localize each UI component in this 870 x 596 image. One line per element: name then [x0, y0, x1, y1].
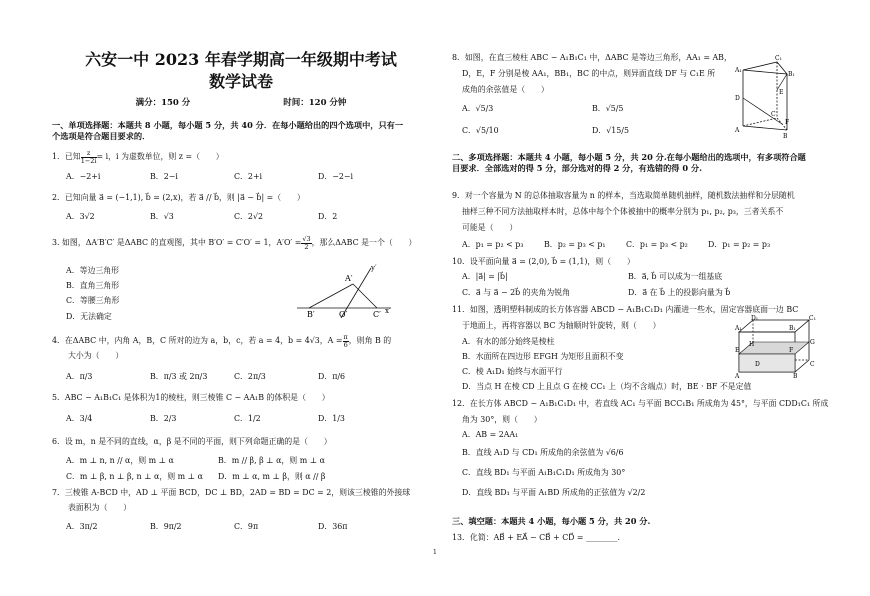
question-12-option-b: B．直线 A₁D 与 CD₁ 所成角的余弦值为 √6/6 [462, 448, 624, 457]
question-9-stem: 9．对一个容量为 N 的总体抽取容量为 n 的样本，当选取简单随机抽样，随机数法抽样和分层随机 [452, 191, 795, 200]
label-a: A [735, 373, 740, 380]
axis-x-label: x′ [385, 307, 391, 315]
label-a1: A₁ [735, 67, 742, 74]
option-b: B．a⃗, b⃗ 可以成为一组基底 [628, 272, 723, 281]
question-7-stem: 7．三棱锥 A-BCD 中，AD ⊥ 平面 BCD，DC ⊥ BD，2AD = BD = DC = 2，则该三棱锥的外接球 [52, 488, 411, 497]
question-3-option-b: B．直角三角形 [66, 281, 120, 290]
question-2-options [66, 212, 337, 222]
option-a: A．m ⊥ n, n // α，则 m ⊥ α [66, 456, 174, 465]
question-10-stem: 10．设平面向量 a⃗ = (2,0), b⃗ = (1,1)，则（ ） [452, 257, 635, 266]
point-a: A′ [345, 274, 353, 283]
label-c1: C₁ [775, 55, 782, 62]
label-g: G [810, 339, 815, 346]
label-b1: B₁ [788, 71, 795, 78]
option-d: D．m ⊥ α, m ⊥ β，则 α // β [218, 472, 326, 481]
section-3-heading: 三、填空题：本题共 4 小题，每小题 5 分，共 20 分. [452, 516, 651, 526]
question-12-option-d: D．直线 BD₁ 与平面 A₁BD 所成角的正弦值为 √2/2 [462, 488, 646, 497]
label-c: C [771, 111, 776, 118]
question-9-stem-line2: 抽样三种不同方法抽取样本时，总体中每个个体被抽中的概率分别为 p₁, p₂, p₃，三者关系不 [462, 207, 784, 216]
option-d: D．1/3 [318, 414, 345, 423]
question-12-stem: 12．在长方体 ABCD − A₁B₁C₁D₁ 中，若直线 AC₁ 与平面 BCC₁B₁ 所成角为 45°，与平面 CDD₁C₁ 所成 [452, 399, 829, 408]
label-b: B [793, 373, 798, 380]
question-11-stem-line2: 于地面上，再将容器以 BC 为轴顺时针旋转，则（ ） [462, 321, 661, 330]
question-4-options [66, 372, 345, 382]
question-13-stem: 13．化简：AB⃗ + EA⃗ − CB⃗ + CD⃗ = ________. [452, 533, 621, 542]
question-8-options-row2 [462, 126, 629, 136]
point-c: C′ [373, 310, 381, 319]
question-8-stem: 8．如图，在直三棱柱 ABC − A₁B₁C₁ 中，ΔABC 是等边三角形，AA₁ = AB， [452, 53, 732, 62]
exam-meta [52, 98, 430, 109]
question-8-options-row1 [462, 104, 623, 114]
question-11-figure [735, 316, 815, 378]
option-d: D．−2−i [318, 172, 353, 181]
label-f: F [785, 119, 790, 126]
score-label: 满分：150 分 [135, 98, 191, 108]
option-a: A．√5/3 [462, 104, 494, 113]
option-b: B．π/3 或 2π/3 [150, 372, 208, 381]
option-c: C．1/2 [234, 414, 261, 423]
question-3-option-c: C．等腰三角形 [66, 296, 120, 305]
question-11-option-a: A．有水的部分始终是棱柱 [462, 337, 555, 346]
question-11-option-b: B．水面所在四边形 EFGH 为矩形且面积不变 [462, 352, 624, 361]
section-1-heading: 一、单项选择题：本题共 8 小题，每小题 5 分，共 40 分．在每小题给出的四个选项中，只有一 个选项是符合题目要求的． [52, 120, 404, 142]
question-8-stem-line2: D，E，F 分别是棱 AA₁，BB₁，BC 的中点，则异面直线 DF 与 C₁E 所 [462, 69, 716, 78]
question-7-options [66, 522, 347, 532]
question-11-stem: 11．如图，透明塑料制成的长方体容器 ABCD − A₁B₁C₁D₁ 内灌进一些水，固定容器底面一边 BC [452, 305, 799, 314]
label-c: C [810, 361, 815, 368]
question-4-stem-line2: 大小为（ ） [68, 351, 124, 360]
question-5-stem: 5．ABC − A₁B₁C₁ 是体积为1的棱柱，则三棱锥 C − AA₁B 的体积是（ ） [52, 393, 330, 402]
option-c: C．a⃗ 与 a⃗ − 2b⃗ 的夹角为锐角 [462, 288, 571, 297]
label-e: E [735, 347, 740, 354]
question-11-option-c: C．棱 A₁D₁ 始终与水面平行 [462, 367, 563, 376]
question-4-stem: 4．在ΔABC 中，内角 A，B，C 所对的边为 a，b，c，若 a = 4，b = 4√3，A = $\frac{\pi}{6}$ ，则角 B 的 [52, 333, 392, 349]
label-d: D [735, 95, 740, 102]
option-c: C．√5/10 [462, 126, 499, 135]
label-e: E [779, 89, 784, 96]
option-b: B．√5/5 [592, 104, 624, 113]
option-a: A．3/4 [66, 414, 93, 423]
option-a: A．p₁ = p₂ < p₃ [462, 240, 524, 249]
question-3-stem: 3. 如图，ΔA′B′C′ 是ΔABC 的直观图，其中 B′O′ = C′O′ = 1，A′O′ = $\frac{√3}{2}$ ，那么ΔABC 是一个（ ） [52, 235, 417, 251]
question-12-stem-line2: 角为 30°，则（ ） [462, 415, 542, 424]
option-b: B．2/3 [150, 414, 177, 423]
question-10-options-row1 [462, 272, 722, 282]
label-d1: D₁ [751, 315, 759, 322]
point-b: B′ [307, 310, 315, 319]
option-c: C．2√2 [234, 212, 263, 221]
option-b: B．m // β, β ⊥ α，则 m ⊥ α [218, 456, 325, 465]
question-1-options [66, 172, 353, 182]
question-7-stem-line2: 表面积为（ ） [68, 503, 132, 512]
section-2-heading: 二、多项选择题：本题共 4 小题，每小题 5 分，共 20 分.在每小题给出的选项中，有多项符合题 目要求．全部选对的得 5 分，部分选对的得 2 分，有选错的得 0 分. [452, 152, 806, 174]
page-number: 1 [433, 549, 437, 556]
time-label: 时间：120 分钟 [283, 98, 347, 108]
option-a: A．−2+i [66, 172, 101, 181]
question-11-option-d: D．当点 H 在棱 CD 上且点 G 在棱 CC₁ 上（均不含端点）时，BE · BF 不是定值 [462, 382, 752, 391]
option-d: D．2 [318, 212, 338, 221]
option-b: B．2−i [150, 172, 178, 181]
label-b: B [783, 133, 788, 140]
exam-title: 六安一中 2023 年春学期高一年级期中考试 [85, 50, 397, 69]
question-3-option-a: A．等边三角形 [66, 266, 120, 275]
question-10-options-row2 [462, 288, 730, 298]
option-c: C．p₁ = p₃ < p₂ [626, 240, 688, 249]
question-12-option-a: A．AB = 2AA₁ [462, 430, 519, 439]
option-c: C．9π [234, 522, 259, 531]
label-a: A [735, 127, 740, 134]
option-d: D．p₁ = p₂ = p₃ [708, 240, 771, 249]
question-6-stem: 6．设 m，n 是不同的直线，α，β 是不同的平面，则下列命题正确的是（ ） [52, 437, 332, 446]
option-c: C．2π/3 [234, 372, 266, 381]
label-f: F [789, 347, 794, 354]
question-8-figure [735, 52, 795, 140]
option-a: A．3π/2 [66, 522, 98, 531]
label-c1: C₁ [809, 315, 816, 322]
option-d: D．36π [318, 522, 348, 531]
point-o: O′ [339, 310, 348, 319]
option-d: D．π/6 [318, 372, 346, 381]
question-6-options-row1 [66, 456, 325, 466]
option-c: C．m ⊥ β, n ⊥ β, n ⊥ α，则 m ⊥ α [66, 472, 203, 481]
label-b1: B₁ [789, 325, 796, 332]
question-3-option-d: D．无法确定 [66, 312, 112, 321]
label-h: H [749, 341, 755, 348]
question-8-stem-line3: 成角的余弦值是（ ） [462, 85, 549, 94]
axis-y-label: y′ [371, 264, 377, 272]
question-5-options [66, 414, 345, 424]
option-a: A．|a⃗| = |b⃗| [462, 272, 508, 281]
option-b: B．p₂ = p₃ < p₁ [544, 240, 606, 249]
question-6-options-row2 [66, 472, 325, 482]
option-d: D．√15/5 [592, 126, 629, 135]
question-9-stem-line3: 可能是（ ） [462, 223, 518, 232]
question-12-option-c: C．直线 BD₁ 与平面 A₁B₁C₁D₁ 所成角为 30° [462, 468, 626, 477]
option-d: D．a⃗ 在 b⃗ 上的投影向量为 b⃗ [628, 288, 731, 297]
option-b: B．9π/2 [150, 522, 182, 531]
question-2-stem: 2．已知向量 a⃗ = (−1,1), b⃗ = (2,x)，若 a⃗ // b⃗，则 |a⃗ − b⃗| =（ ） [52, 193, 305, 202]
option-a: A．π/3 [66, 372, 93, 381]
option-a: A．3√2 [66, 212, 95, 221]
label-d: D [755, 361, 760, 368]
question-9-options [462, 240, 770, 250]
exam-subtitle: 数学试卷 [208, 72, 273, 91]
option-c: C．2+i [234, 172, 263, 181]
question-1-stem: 1．已知 $\frac{z}{1-2i}$ = i，i 为虚数单位，则 z =（ ） [52, 149, 224, 165]
option-b: B．√3 [150, 212, 174, 221]
question-3-figure [295, 258, 395, 320]
label-a1: A₁ [735, 325, 742, 332]
